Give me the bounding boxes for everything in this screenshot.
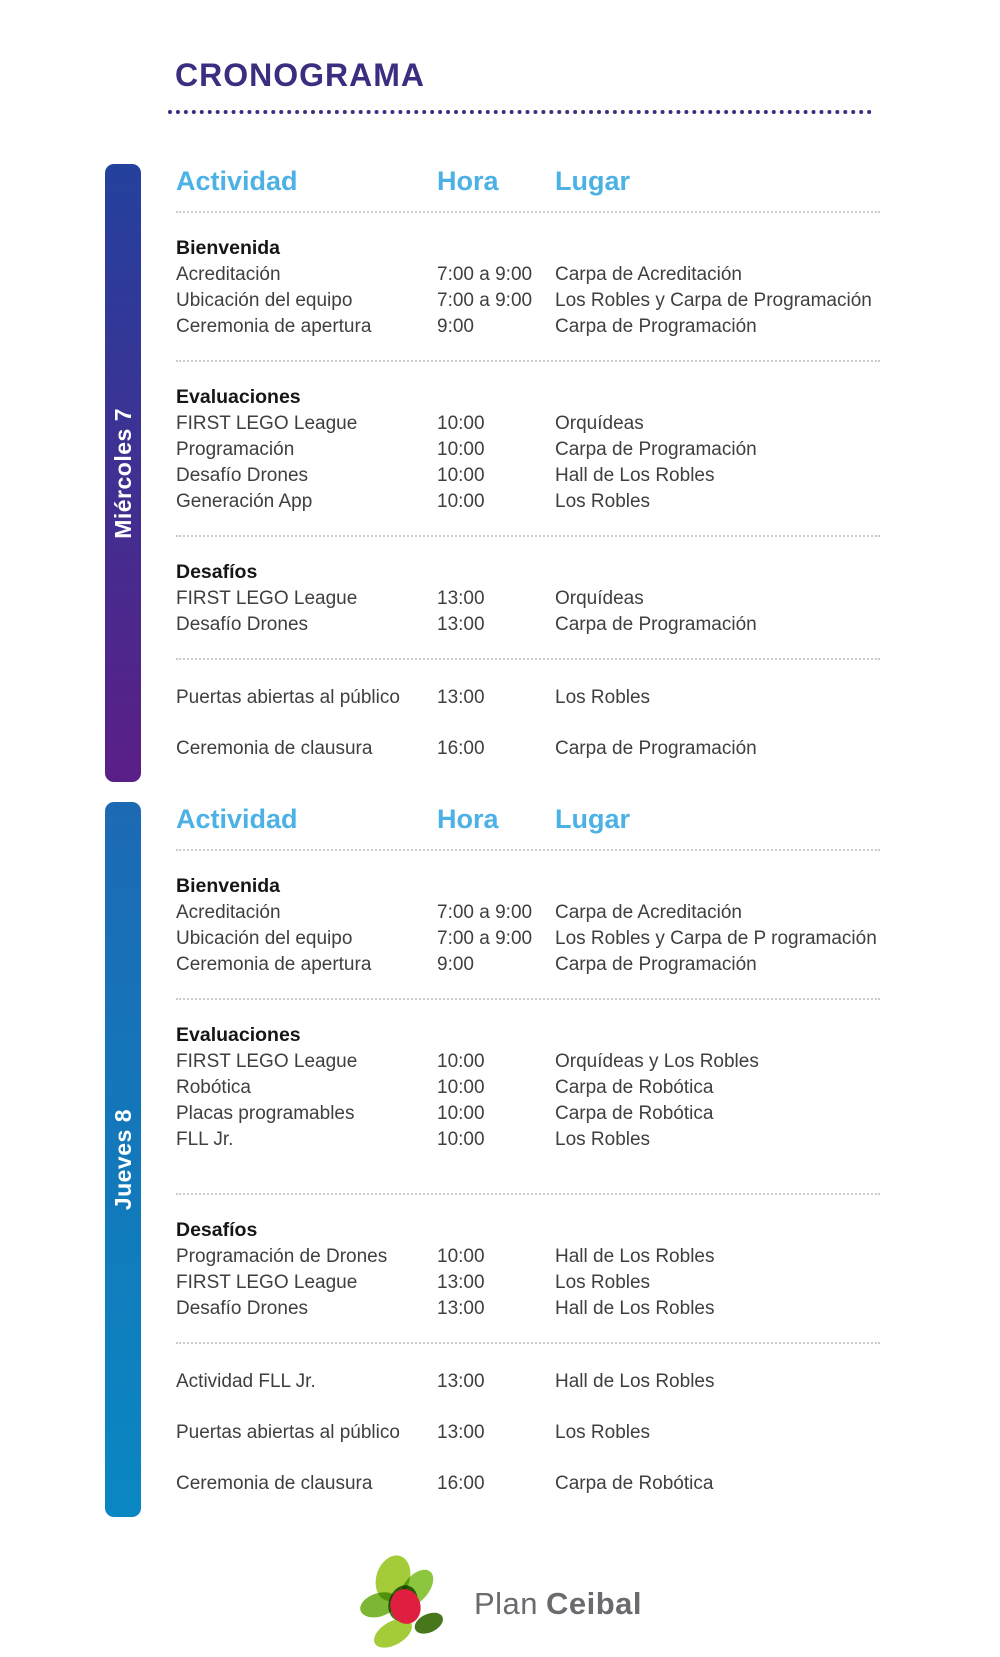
hora-cell: 10:00 [437, 491, 485, 512]
lugar-cell: Los Robles [555, 1272, 651, 1293]
plan-ceibal-flower-icon [358, 1551, 458, 1657]
schedule-group [176, 685, 880, 711]
schedule-row [176, 1369, 880, 1395]
hora-cell: 10:00 [437, 413, 485, 434]
brand-wordmark [474, 1586, 642, 1622]
activity-cell: FIRST LEGO League [176, 1272, 358, 1293]
dotted-separator [176, 211, 880, 213]
activity-cell: Desafío Drones [176, 465, 309, 486]
day-table [176, 802, 880, 1517]
schedule-row [176, 586, 880, 612]
group-heading: Evaluaciones [176, 386, 301, 408]
hora-cell: 10:00 [437, 1103, 485, 1124]
dotted-separator [176, 1193, 880, 1195]
hora-cell: 13:00 [437, 588, 485, 609]
schedule-row [176, 489, 880, 515]
activity-cell: Puertas abiertas al público [176, 1422, 400, 1443]
lugar-cell: Hall de Los Robles [555, 465, 715, 486]
hora-cell: 13:00 [437, 614, 485, 635]
hora-cell: 16:00 [437, 1473, 485, 1494]
column-header-lugar: Lugar [555, 166, 631, 196]
activity-cell: Placas programables [176, 1103, 355, 1124]
schedule-row [176, 411, 880, 437]
days [0, 164, 1000, 1517]
activity-cell: Acreditación [176, 902, 281, 923]
column-header-hora: Hora [437, 166, 499, 196]
hora-cell: 10:00 [437, 465, 485, 486]
schedule-row [176, 1244, 880, 1270]
lugar-cell: Carpa de Programación [555, 316, 757, 337]
lugar-cell: Carpa de Robótica [555, 1077, 714, 1098]
lugar-cell: Carpa de Programación [555, 614, 757, 635]
hora-cell: 13:00 [437, 1422, 485, 1443]
schedule-group [176, 1471, 880, 1497]
schedule-row [176, 736, 880, 762]
day-groups [176, 873, 880, 1497]
schedule-row [176, 1049, 880, 1075]
hora-cell: 10:00 [437, 1129, 485, 1150]
hora-cell: 10:00 [437, 1077, 485, 1098]
lugar-cell: Los Robles [555, 687, 651, 708]
schedule-group [176, 1217, 880, 1322]
dotted-separator [176, 535, 880, 537]
schedule-row [176, 1471, 880, 1497]
schedule-row [176, 1127, 880, 1153]
day-groups [176, 235, 880, 762]
schedule-row [176, 1101, 880, 1127]
dotted-separator [176, 998, 880, 1000]
lugar-cell: Carpa de Programación [555, 439, 757, 460]
lugar-cell: Orquídeas [555, 588, 644, 609]
group-heading: Bienvenida [176, 237, 281, 259]
activity-cell: FIRST LEGO League [176, 413, 358, 434]
brand-ceibal: Ceibal [546, 1586, 643, 1621]
lugar-cell: Carpa de Programación [555, 954, 757, 975]
schedule-group [176, 736, 880, 762]
page-header [0, 0, 1000, 94]
day-section [105, 164, 1000, 782]
activity-cell: Ubicación del equipo [176, 928, 353, 949]
schedule-group [176, 235, 880, 340]
hora-cell: 13:00 [437, 687, 485, 708]
lugar-cell: Los Robles [555, 1422, 651, 1443]
schedule-group [176, 1369, 880, 1395]
hora-cell: 9:00 [437, 954, 474, 975]
column-headers [176, 166, 880, 197]
schedule-group [176, 873, 880, 978]
hora-cell: 7:00 a 9:00 [437, 264, 533, 285]
activity-cell: Ceremonia de clausura [176, 1473, 373, 1494]
hora-cell: 10:00 [437, 439, 485, 460]
schedule-group [176, 1022, 880, 1153]
group-heading: Desafíos [176, 561, 258, 583]
activity-cell: Robótica [176, 1077, 251, 1098]
lugar-cell: Carpa de Robótica [555, 1473, 714, 1494]
activity-cell: Ceremonia de clausura [176, 738, 373, 759]
schedule-row [176, 926, 880, 952]
activity-cell: Ceremonia de apertura [176, 954, 372, 975]
schedule-row [176, 288, 880, 314]
lugar-cell: Hall de Los Robles [555, 1246, 715, 1267]
hora-cell: 7:00 a 9:00 [437, 290, 533, 311]
schedule-row [176, 612, 880, 638]
lugar-cell: Los Robles y Carpa de P rogramación [555, 928, 877, 949]
schedule-row [176, 1296, 880, 1322]
activity-cell: FLL Jr. [176, 1129, 234, 1150]
lugar-cell: Los Robles [555, 491, 651, 512]
hora-cell: 13:00 [437, 1298, 485, 1319]
hora-cell: 9:00 [437, 316, 474, 337]
schedule-row [176, 437, 880, 463]
schedule-group [176, 559, 880, 638]
activity-cell: Desafío Drones [176, 1298, 309, 1319]
schedule-row [176, 1420, 880, 1446]
day-label: Jueves 8 [109, 1108, 136, 1211]
schedule-row [176, 952, 880, 978]
activity-cell: FIRST LEGO League [176, 588, 358, 609]
column-header-lugar: Lugar [555, 804, 631, 834]
title-dotted-divider [168, 110, 872, 114]
activity-cell: FIRST LEGO League [176, 1051, 358, 1072]
lugar-cell: Carpa de Acreditación [555, 902, 742, 923]
schedule-group [176, 384, 880, 515]
day-table [176, 164, 880, 782]
dotted-separator [176, 658, 880, 660]
day-bar [105, 802, 141, 1517]
activity-cell: Actividad FLL Jr. [176, 1371, 316, 1392]
column-header-hora: Hora [437, 804, 499, 834]
day-bar [105, 164, 141, 782]
hora-cell: 10:00 [437, 1051, 485, 1072]
day-label: Miércoles 7 [109, 407, 136, 539]
footer [0, 1551, 1000, 1657]
lugar-cell: Hall de Los Robles [555, 1371, 715, 1392]
hora-cell: 13:00 [437, 1272, 485, 1293]
activity-cell: Generación App [176, 491, 313, 512]
schedule-row [176, 900, 880, 926]
schedule-row [176, 463, 880, 489]
column-header-actividad: Actividad [176, 804, 298, 834]
schedule-group [176, 1420, 880, 1446]
column-headers [176, 804, 880, 835]
hora-cell: 10:00 [437, 1246, 485, 1267]
group-heading: Bienvenida [176, 875, 281, 897]
activity-cell: Acreditación [176, 264, 281, 285]
lugar-cell: Carpa de Robótica [555, 1103, 714, 1124]
page-title: CRONOGRAMA [175, 57, 425, 93]
lugar-cell: Los Robles y Carpa de Programación [555, 290, 872, 311]
hora-cell: 13:00 [437, 1371, 485, 1392]
lugar-cell: Los Robles [555, 1129, 651, 1150]
activity-cell: Programación de Drones [176, 1246, 388, 1267]
activity-cell: Programación [176, 439, 295, 460]
hora-cell: 16:00 [437, 738, 485, 759]
hora-cell: 7:00 a 9:00 [437, 928, 533, 949]
schedule-row [176, 262, 880, 288]
dotted-separator [176, 1342, 880, 1344]
lugar-cell: Carpa de Programación [555, 738, 757, 759]
group-heading: Evaluaciones [176, 1024, 301, 1046]
schedule-row [176, 314, 880, 340]
activity-cell: Desafío Drones [176, 614, 309, 635]
hora-cell: 7:00 a 9:00 [437, 902, 533, 923]
lugar-cell: Orquídeas [555, 413, 644, 434]
schedule-row [176, 1075, 880, 1101]
column-header-actividad: Actividad [176, 166, 298, 196]
activity-cell: Puertas abiertas al público [176, 687, 400, 708]
lugar-cell: Orquídeas y Los Robles [555, 1051, 759, 1072]
schedule-row [176, 1270, 880, 1296]
day-section [105, 802, 1000, 1517]
activity-cell: Ceremonia de apertura [176, 316, 372, 337]
dotted-separator [176, 849, 880, 851]
dotted-separator [176, 360, 880, 362]
activity-cell: Ubicación del equipo [176, 290, 353, 311]
brand-plan: Plan [473, 1586, 538, 1621]
schedule-row [176, 685, 880, 711]
lugar-cell: Carpa de Acreditación [555, 264, 742, 285]
lugar-cell: Hall de Los Robles [555, 1298, 715, 1319]
group-heading: Desafíos [176, 1219, 258, 1241]
